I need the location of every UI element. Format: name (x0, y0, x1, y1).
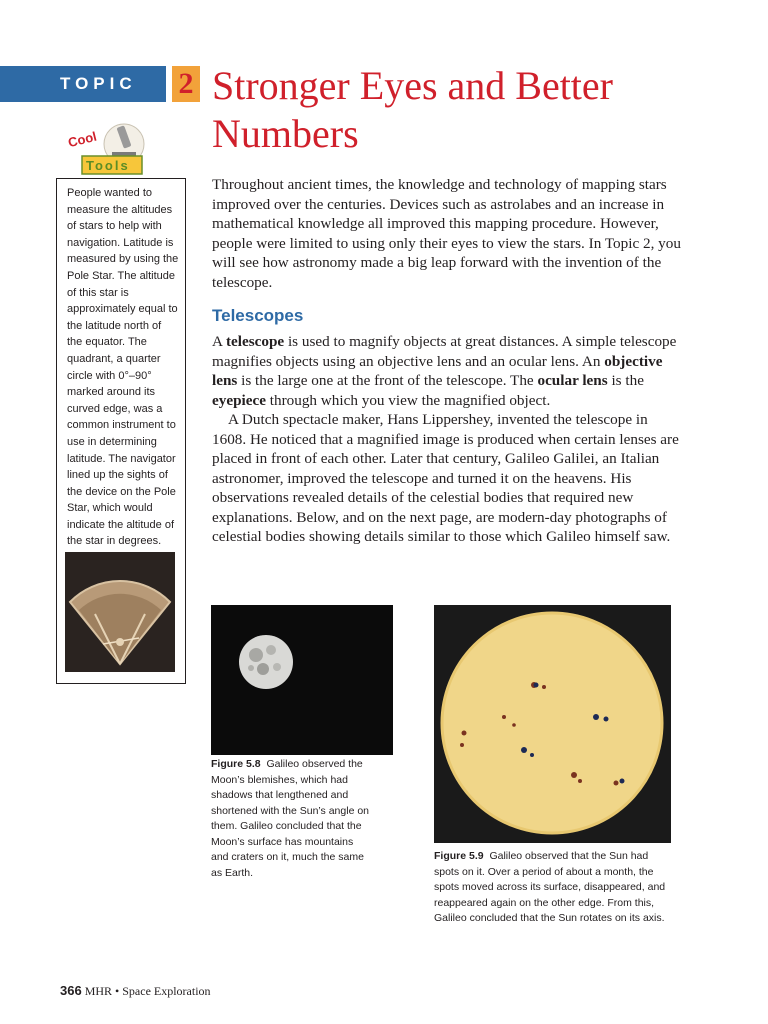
intro-text: Throughout ancient times, the knowledge and technology of mapping stars improved over the centuries. Devices such as astrolabes and an increase in mathematical knowledge all improved this mapping procedure. However, people were limited to using only their eyes to view the stars. In Topic 2, you will see how astronomy made a big leap forward with the invention of the telescope. (212, 176, 681, 291)
keyword-eyepiece: eyepiece (212, 391, 266, 409)
telescope-definition (212, 332, 682, 410)
page-footer (60, 983, 211, 999)
text-run: through which you view the magnified object. (265, 391, 551, 409)
quadrant-photo (65, 552, 175, 672)
keyword-telescope: telescope (225, 333, 285, 350)
logo-tools: Tools (86, 158, 130, 173)
keyword-objective-lens: objective lens (212, 352, 663, 389)
figure-5-9-caption (434, 849, 672, 927)
topic-label: TOPIC (60, 74, 137, 93)
intro-paragraph (212, 175, 682, 292)
text-run: is used to magnify objects at great distances. A simple telescope magnifies objects using an objective lens and an ocular lens. An (212, 333, 677, 370)
page-title: Stronger Eyes and Better Numbers (212, 63, 613, 156)
section-heading: Telescopes (212, 306, 304, 325)
sidebar-text: People wanted to measure the altitudes of stars to help with navigation. Latitude is measured by using the Pole Star. The altitude of this star is approximately equal to the latitude north of the equator. The quadrant, a quarter circle with 0°–90° marked around its curved edge, was a common instrument to use in determining latitude. The navigator lined up the sights of the device on the Pole Star, which would indicate the altitude of the star in degrees. (67, 187, 179, 548)
figure-label: Figure 5.9 (434, 850, 484, 862)
caption-text: Galileo observed the Moon’s blemishes, which had shadows that lengthened and shortened with the Sun’s angle on them. Galileo concluded that the Moon’s surface has mountains and craters on it, much the same as Earth. (211, 758, 370, 879)
book-title: MHR • Space Exploration (84, 984, 211, 998)
text-run: is the (607, 372, 644, 389)
figure-label: Figure 5.8 (211, 758, 261, 770)
history-paragraph: A Dutch spectacle maker, Hans Lippershey, invented the telescope in 1608. He noticed that a magnified image is produced when certain lenses are placed in front of each other. Later that century, Galileo Galilei, an Italian astronomer, improved the telescope and turned it on the heavens. His observations revealed details of the celestial bodies that required new explanations. Below, and on the next page, are modern-day photographs of celestial bodies showing details similar to those which Galileo himself saw. (212, 411, 679, 545)
keyword-ocular-lens: ocular lens (537, 372, 608, 389)
text-run: A (212, 333, 226, 350)
page-number: 366 (60, 983, 82, 998)
topic-number: 2 (172, 66, 200, 102)
cool-tools-logo (62, 118, 154, 184)
telescope-paragraphs (212, 332, 682, 547)
caption-text: Galileo observed that the Sun had spots on it. Over a period of about a month, the spots moved across its surface, disappeared, and reappeared again on the other edge. From this, Galileo concluded that the Sun rotates on its axis. (434, 850, 666, 924)
logo-cool: Cool (66, 128, 99, 151)
text-run: is the large one at the front of the telescope. The (237, 372, 538, 389)
figure-5-8-caption (211, 757, 371, 881)
sun-photo (434, 605, 671, 843)
moon-photo (211, 605, 393, 755)
